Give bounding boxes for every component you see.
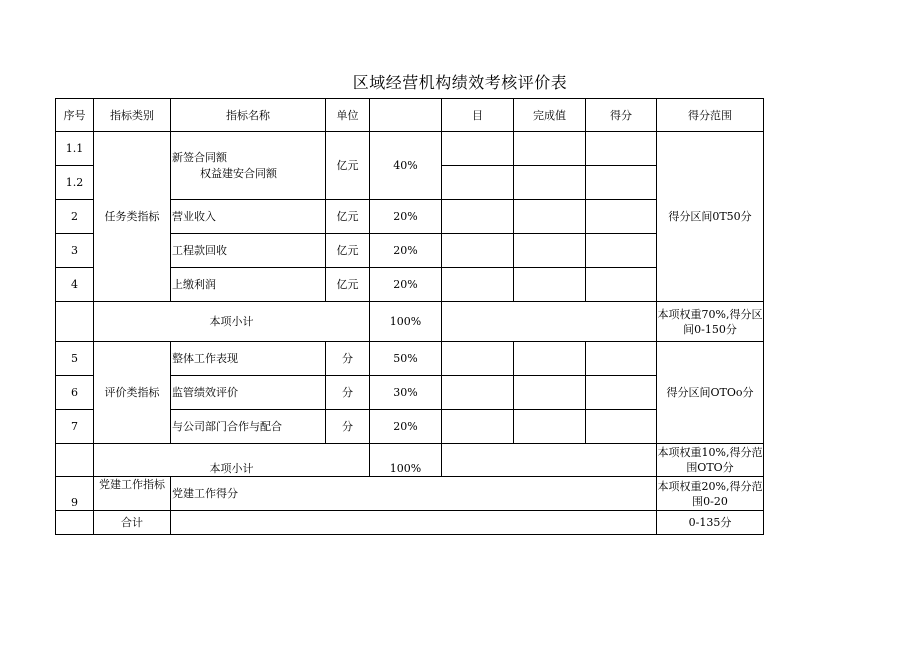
weight-cell: 20% (370, 200, 442, 234)
score-cell (586, 234, 657, 268)
evaluation-category-cell: 评价类指标 (94, 342, 171, 444)
header-range: 得分范围 (657, 99, 764, 132)
evaluation-table (55, 98, 764, 535)
party-row (56, 477, 764, 511)
name-cell: 监管绩效评价 (171, 376, 326, 410)
name-cell: 营业收入 (171, 200, 326, 234)
task-category-cell: 任务类指标 (94, 132, 171, 302)
header-target: 目 (442, 99, 514, 132)
total-range: 0-135分 (657, 511, 764, 535)
subtotal-range: 本项权重70%,得分区间0-150分 (657, 302, 764, 342)
seq-cell (56, 444, 94, 477)
target-cell (442, 200, 514, 234)
party-range-cell: 本项权重20%,得分范围0-20 (657, 477, 764, 511)
weight-cell: 40% (370, 132, 442, 200)
total-label: 合计 (94, 511, 171, 535)
target-cell (442, 234, 514, 268)
header-unit: 单位 (326, 99, 370, 132)
score-cell (586, 410, 657, 444)
header-category: 指标类别 (94, 99, 171, 132)
weight-cell: 30% (370, 376, 442, 410)
target-cell (442, 132, 514, 166)
subtotal-label: 本项小计 (94, 444, 370, 477)
task-range-cell: 得分区间0T50分 (657, 132, 764, 302)
subtotal-range: 本项权重10%,得分范围OTO分 (657, 444, 764, 477)
actual-cell (514, 376, 586, 410)
seq-cell: 1.2 (56, 166, 94, 200)
evaluation-range-cell: 得分区间OTOo分 (657, 342, 764, 444)
target-cell (442, 268, 514, 302)
subtotal-weight: 100% (370, 444, 442, 477)
subtotal-label: 本项小计 (94, 302, 370, 342)
subtotal-blank (442, 444, 657, 477)
target-cell (442, 166, 514, 200)
subtotal-blank (442, 302, 657, 342)
name-cell: 与公司部门合作与配合 (171, 410, 326, 444)
seq-cell: 1.1 (56, 132, 94, 166)
table-row (56, 342, 764, 376)
table-row (56, 132, 764, 166)
actual-cell (514, 268, 586, 302)
unit-cell: 分 (326, 410, 370, 444)
header-seq: 序号 (56, 99, 94, 132)
seq-cell: 7 (56, 410, 94, 444)
name-cell: 整体工作表现 (171, 342, 326, 376)
header-name: 指标名称 (171, 99, 326, 132)
party-category-cell: 党建工作指标 (94, 477, 171, 511)
subtotal-row (56, 302, 764, 342)
score-cell (586, 376, 657, 410)
score-cell (586, 342, 657, 376)
target-cell (442, 376, 514, 410)
seq-cell: 3 (56, 234, 94, 268)
total-blank (171, 511, 657, 535)
page-title: 区域经营机构绩效考核评价表 (352, 73, 568, 92)
target-cell (442, 342, 514, 376)
score-cell (586, 132, 657, 166)
unit-cell: 亿元 (326, 132, 370, 200)
name-cell: 上缴利润 (171, 268, 326, 302)
weight-cell: 50% (370, 342, 442, 376)
seq-cell: 2 (56, 200, 94, 234)
unit-cell: 分 (326, 342, 370, 376)
name-line-2: 权益建安合同额 (200, 166, 277, 180)
weight-cell: 20% (370, 234, 442, 268)
header-score: 得分 (586, 99, 657, 132)
name-line-1: 新签合同额 (172, 150, 227, 164)
score-cell (586, 268, 657, 302)
party-name-cell: 党建工作得分 (171, 477, 657, 511)
seq-cell (56, 302, 94, 342)
score-cell (586, 200, 657, 234)
seq-cell: 9 (56, 477, 94, 511)
unit-cell: 亿元 (326, 268, 370, 302)
header-actual: 完成值 (514, 99, 586, 132)
seq-cell: 6 (56, 376, 94, 410)
header-weight (370, 99, 442, 132)
header-row (56, 99, 764, 132)
name-cell: 工程款回收 (171, 234, 326, 268)
weight-cell: 20% (370, 410, 442, 444)
seq-cell: 4 (56, 268, 94, 302)
subtotal-weight: 100% (370, 302, 442, 342)
target-cell (442, 410, 514, 444)
unit-cell: 亿元 (326, 234, 370, 268)
seq-cell: 5 (56, 342, 94, 376)
actual-cell (514, 342, 586, 376)
weight-cell: 20% (370, 268, 442, 302)
score-cell (586, 166, 657, 200)
actual-cell (514, 234, 586, 268)
seq-cell (56, 511, 94, 535)
unit-cell: 亿元 (326, 200, 370, 234)
name-cell (171, 132, 326, 200)
subtotal-row (56, 444, 764, 477)
unit-cell: 分 (326, 376, 370, 410)
actual-cell (514, 200, 586, 234)
actual-cell (514, 132, 586, 166)
actual-cell (514, 410, 586, 444)
actual-cell (514, 166, 586, 200)
total-row (56, 511, 764, 535)
